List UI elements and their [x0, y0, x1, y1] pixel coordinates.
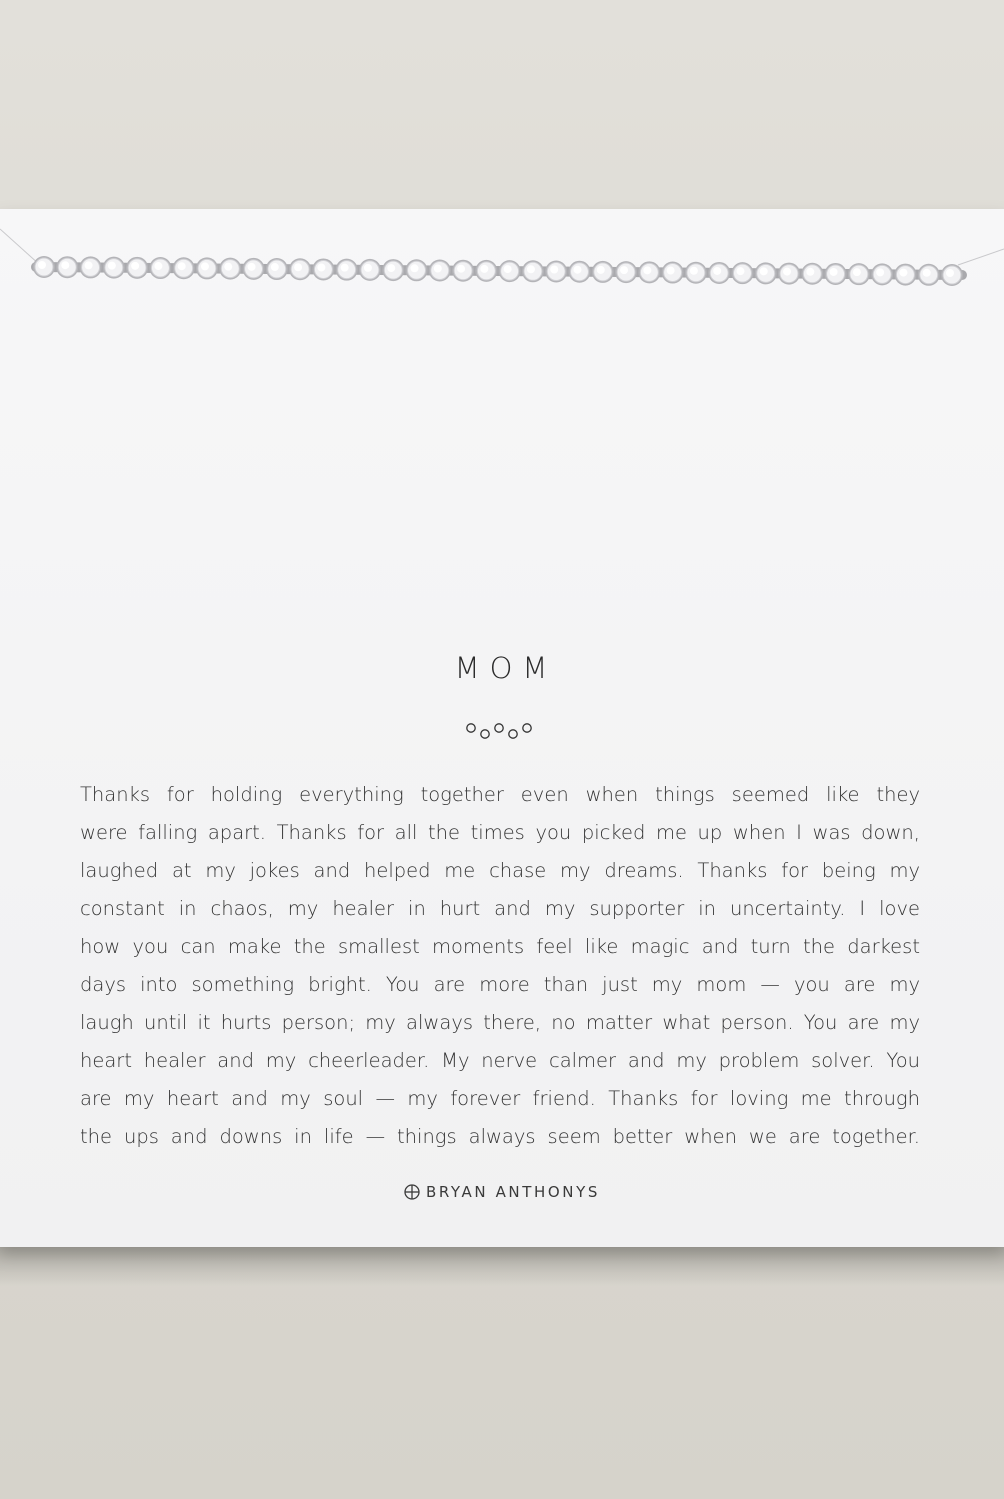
bracelet-stone	[592, 261, 614, 283]
bracelet-stone	[894, 264, 916, 286]
message-line: days into something bright. You are more than just my mom — you are my	[80, 973, 920, 996]
bracelet-thread-right	[958, 249, 1004, 265]
bracelet-stone	[406, 259, 428, 281]
brand-footer	[0, 1183, 1004, 1201]
bracelet-stone	[126, 257, 148, 279]
bracelet-stone	[848, 263, 870, 285]
bracelet-stone	[359, 259, 381, 281]
bracelet-stone	[522, 260, 544, 282]
bracelet-stone	[708, 262, 730, 284]
bracelet-stone	[196, 257, 218, 279]
bracelet-stone	[452, 260, 474, 282]
bracelet-stone	[289, 258, 311, 280]
message-line: the ups and downs in life — things always seem better when we are together.	[80, 1125, 920, 1148]
message-line: heart healer and my cheerleader. My nerve calmer and my problem solver. You	[80, 1049, 920, 1072]
bracelet-stone	[149, 257, 171, 279]
bracelet-stone	[499, 260, 521, 282]
bracelet-thread-left	[0, 229, 40, 265]
message-line: laugh until it hurts person; my always there, no matter what person. You are my	[80, 1011, 920, 1034]
bracelet-stone	[243, 258, 265, 280]
tennis-bracelet	[0, 209, 1004, 329]
bracelet-stone	[312, 258, 334, 280]
message-line: Thanks for holding everything together even when things seemed like they	[80, 783, 920, 806]
bracelet-stone	[266, 258, 288, 280]
bracelet-stone	[755, 262, 777, 284]
bracelet-stone	[941, 264, 963, 286]
bracelet-stone	[33, 256, 55, 278]
card-title: MOM	[454, 651, 558, 685]
bracelet-stone	[103, 257, 125, 279]
bracelet-stone	[731, 262, 753, 284]
bracelet-stone	[568, 261, 590, 283]
bracelet-stone	[545, 261, 567, 283]
bracelet-stone	[173, 257, 195, 279]
bracelet-stone	[918, 264, 940, 286]
message-line: were falling apart. Thanks for all the times you picked me up when I was down,	[80, 821, 920, 844]
card-shadow	[0, 1246, 1004, 1286]
gift-card	[0, 209, 1004, 1247]
bracelet-stone	[871, 263, 893, 285]
bracelet-stone	[801, 263, 823, 285]
bracelet-stone	[778, 263, 800, 285]
bracelet-stone	[615, 261, 637, 283]
bracelet-stone	[429, 259, 451, 281]
bracelet-stone	[382, 259, 404, 281]
card-message	[80, 776, 920, 1156]
circle-cross-logo-icon	[404, 1184, 420, 1200]
bracelet-stone	[336, 259, 358, 281]
bracelet-stone	[219, 258, 241, 280]
bracelet-stone	[825, 263, 847, 285]
bracelet-stone	[80, 256, 102, 278]
bracelet-stone	[475, 260, 497, 282]
bracelet-stone	[662, 262, 684, 284]
message-line: are my heart and my soul — my forever friend. Thanks for loving me through	[80, 1087, 920, 1110]
bracelet-stone	[638, 261, 660, 283]
bubbles-ornament-icon	[462, 718, 542, 746]
message-line: laughed at my jokes and helped me chase my dreams. Thanks for being my	[80, 859, 920, 882]
bracelet-stone	[685, 262, 707, 284]
brand-name: BRYAN ANTHONYS	[425, 1183, 601, 1201]
message-line: constant in chaos, my healer in hurt and my supporter in uncertainty. I love	[80, 897, 920, 920]
message-line: how you can make the smallest moments feel like magic and turn the darkest	[80, 935, 920, 958]
bracelet-stone	[56, 256, 78, 278]
